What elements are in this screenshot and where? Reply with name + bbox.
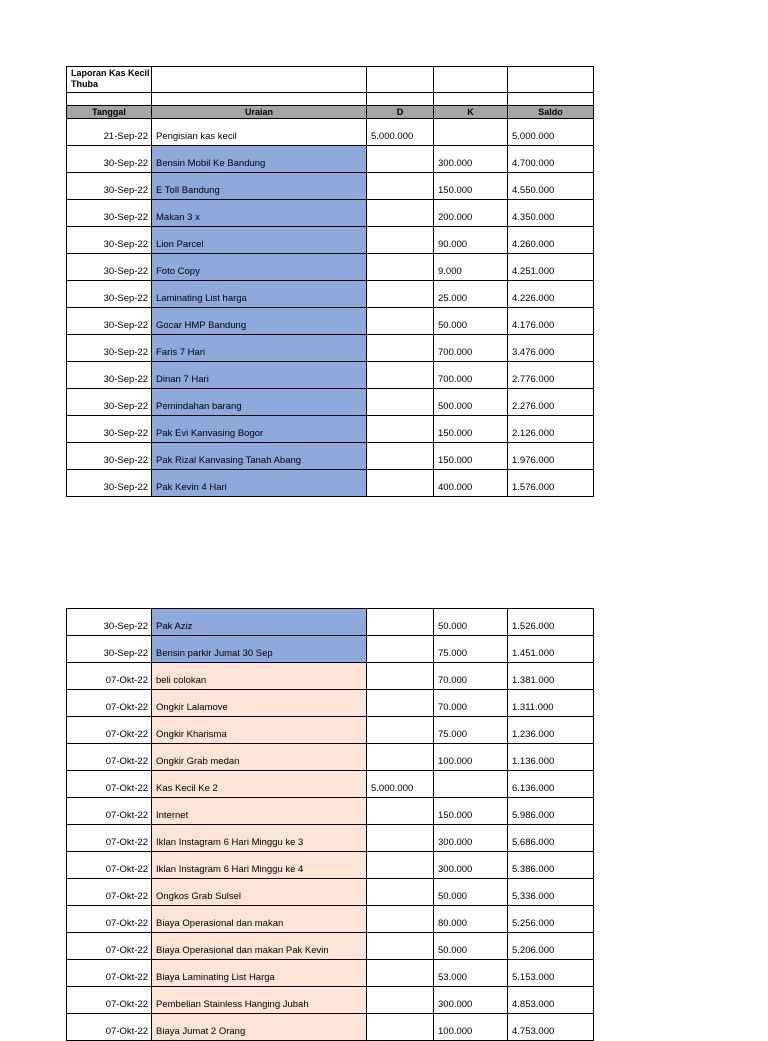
cell-kredit: 50.000 xyxy=(434,609,508,636)
cell-uraian: Ongkos Grab Sulsel xyxy=(152,879,367,906)
cell-kredit: 300.000 xyxy=(434,987,508,1014)
cell-kredit: 150.000 xyxy=(434,443,508,470)
title-row xyxy=(67,67,594,93)
cell-saldo: 5.986.000 xyxy=(508,798,594,825)
cell-uraian: Pengisian kas kecil xyxy=(152,119,367,146)
cell-kredit: 300.000 xyxy=(434,852,508,879)
cell-tanggal: 30-Sep-22 xyxy=(67,443,152,470)
table-bottom-body xyxy=(67,609,594,1041)
cell-tanggal: 30-Sep-22 xyxy=(67,173,152,200)
table-row xyxy=(67,416,594,443)
header-row xyxy=(67,106,594,119)
cell-kredit xyxy=(434,119,508,146)
cell-uraian: Laminating List harga xyxy=(152,281,367,308)
empty-cell xyxy=(367,93,434,106)
cell-kredit: 700.000 xyxy=(434,362,508,389)
cell-uraian: Iklan Instagram 6 Hari Minggu ke 3 xyxy=(152,825,367,852)
cell-kredit: 150.000 xyxy=(434,798,508,825)
cell-tanggal: 07-Okt-22 xyxy=(67,744,152,771)
table-row xyxy=(67,227,594,254)
cell-tanggal: 07-Okt-22 xyxy=(67,852,152,879)
table-row xyxy=(67,389,594,416)
cell-saldo: 4.350.000 xyxy=(508,200,594,227)
table-row xyxy=(67,335,594,362)
cell-uraian: Faris 7 Hari xyxy=(152,335,367,362)
cell-debit xyxy=(367,146,434,173)
cell-tanggal: 07-Okt-22 xyxy=(67,771,152,798)
cell-kredit: 90.000 xyxy=(434,227,508,254)
table-row xyxy=(67,443,594,470)
cell-tanggal: 07-Okt-22 xyxy=(67,798,152,825)
cell-kredit: 50.000 xyxy=(434,933,508,960)
cell-uraian: Biaya Laminating List Harga xyxy=(152,960,367,987)
cell-uraian: Pak Kevin 4 Hari xyxy=(152,470,367,497)
cell-debit xyxy=(367,1014,434,1041)
cell-saldo: 5.000.000 xyxy=(508,119,594,146)
empty-cell xyxy=(508,93,594,106)
cell-saldo: 5.686.000 xyxy=(508,825,594,852)
cell-saldo: 4.550.000 xyxy=(508,173,594,200)
cell-kredit: 25.000 xyxy=(434,281,508,308)
cell-saldo: 2.276.000 xyxy=(508,389,594,416)
cell-tanggal: 30-Sep-22 xyxy=(67,227,152,254)
cell-saldo: 6.136.000 xyxy=(508,771,594,798)
kas-kecil-table-bottom xyxy=(66,608,594,1041)
cell-kredit: 53.000 xyxy=(434,960,508,987)
cell-saldo: 5.386.000 xyxy=(508,852,594,879)
cell-debit xyxy=(367,744,434,771)
cell-debit xyxy=(367,987,434,1014)
cell-debit xyxy=(367,852,434,879)
cell-kredit: 9.000 xyxy=(434,254,508,281)
cell-saldo: 1.136.000 xyxy=(508,744,594,771)
cell-saldo: 4.176.000 xyxy=(508,308,594,335)
cell-uraian: Foto Copy xyxy=(152,254,367,281)
cell-kredit: 700.000 xyxy=(434,335,508,362)
cell-tanggal: 30-Sep-22 xyxy=(67,281,152,308)
cell-tanggal: 30-Sep-22 xyxy=(67,470,152,497)
cell-debit: 5.000.000 xyxy=(367,771,434,798)
cell-saldo: 4.853.000 xyxy=(508,987,594,1014)
table-row xyxy=(67,119,594,146)
cell-saldo: 1.451.000 xyxy=(508,636,594,663)
cell-saldo: 3.476.000 xyxy=(508,335,594,362)
cell-saldo: 4.753.000 xyxy=(508,1014,594,1041)
cell-tanggal: 07-Okt-22 xyxy=(67,690,152,717)
cell-uraian: Internet xyxy=(152,798,367,825)
table-row xyxy=(67,879,594,906)
cell-uraian: Biaya Operasional dan makan xyxy=(152,906,367,933)
cell-uraian: Makan 3 x xyxy=(152,200,367,227)
cell-debit: 5.000.000 xyxy=(367,119,434,146)
cell-uraian: E Toll Bandung xyxy=(152,173,367,200)
cell-kredit: 200.000 xyxy=(434,200,508,227)
cell-debit xyxy=(367,960,434,987)
cell-tanggal: 30-Sep-22 xyxy=(67,362,152,389)
cell-uraian: Dinan 7 Hari xyxy=(152,362,367,389)
cell-kredit: 50.000 xyxy=(434,308,508,335)
cell-debit xyxy=(367,798,434,825)
header-k: K xyxy=(434,106,508,119)
cell-saldo: 4.260.000 xyxy=(508,227,594,254)
table-row xyxy=(67,906,594,933)
cell-tanggal: 30-Sep-22 xyxy=(67,636,152,663)
cell-tanggal: 07-Okt-22 xyxy=(67,906,152,933)
table-row xyxy=(67,362,594,389)
table-row xyxy=(67,609,594,636)
cell-saldo: 1.526.000 xyxy=(508,609,594,636)
cell-uraian: Ongkir Grab medan xyxy=(152,744,367,771)
cell-tanggal: 30-Sep-22 xyxy=(67,200,152,227)
report-title: Laporan Kas Kecil Thuba xyxy=(67,67,152,93)
cell-uraian: Ongkir Lalamove xyxy=(152,690,367,717)
cell-uraian: Pak Rizal Kanvasing Tanah Abang xyxy=(152,443,367,470)
cell-tanggal: 07-Okt-22 xyxy=(67,825,152,852)
cell-tanggal: 30-Sep-22 xyxy=(67,254,152,281)
empty-cell xyxy=(67,93,152,106)
cell-debit xyxy=(367,227,434,254)
table-row xyxy=(67,663,594,690)
cell-uraian: Pak Aziz xyxy=(152,609,367,636)
table-row xyxy=(67,1014,594,1041)
cell-kredit: 75.000 xyxy=(434,717,508,744)
cell-debit xyxy=(367,362,434,389)
table-row xyxy=(67,744,594,771)
cell-tanggal: 30-Sep-22 xyxy=(67,609,152,636)
cell-debit xyxy=(367,254,434,281)
cell-uraian: Gocar HMP Bandung xyxy=(152,308,367,335)
table-row xyxy=(67,852,594,879)
cell-uraian: Kas Kecil Ke 2 xyxy=(152,771,367,798)
cell-uraian: Bensin Mobil Ke Bandung xyxy=(152,146,367,173)
table-row xyxy=(67,173,594,200)
cell-saldo: 1.236.000 xyxy=(508,717,594,744)
cell-tanggal: 07-Okt-22 xyxy=(67,987,152,1014)
cell-tanggal: 30-Sep-22 xyxy=(67,389,152,416)
cell-tanggal: 07-Okt-22 xyxy=(67,717,152,744)
cell-uraian: Ongkir Kharisma xyxy=(152,717,367,744)
cell-saldo: 5.206.000 xyxy=(508,933,594,960)
cell-debit xyxy=(367,879,434,906)
cell-saldo: 5.153.000 xyxy=(508,960,594,987)
kas-kecil-table-top xyxy=(66,66,594,497)
cell-debit xyxy=(367,416,434,443)
cell-uraian: Bensin parkir Jumat 30 Sep xyxy=(152,636,367,663)
table-row xyxy=(67,717,594,744)
cell-saldo: 5.256.000 xyxy=(508,906,594,933)
cell-uraian: Pemindahan barang xyxy=(152,389,367,416)
cell-debit xyxy=(367,663,434,690)
cell-debit xyxy=(367,470,434,497)
empty-cell xyxy=(367,67,434,93)
cell-tanggal: 07-Okt-22 xyxy=(67,879,152,906)
table-row xyxy=(67,281,594,308)
cell-tanggal: 30-Sep-22 xyxy=(67,308,152,335)
table-row xyxy=(67,960,594,987)
cell-debit xyxy=(367,690,434,717)
cell-kredit: 300.000 xyxy=(434,146,508,173)
cell-debit xyxy=(367,636,434,663)
cell-uraian: Biaya Operasional dan makan Pak Kevin xyxy=(152,933,367,960)
table-row xyxy=(67,771,594,798)
table-row xyxy=(67,200,594,227)
cell-saldo: 2.126.000 xyxy=(508,416,594,443)
cell-tanggal: 07-Okt-22 xyxy=(67,933,152,960)
cell-uraian: beli colokan xyxy=(152,663,367,690)
cell-uraian: Pak Evi Kanvasing Bogor xyxy=(152,416,367,443)
cell-tanggal: 07-Okt-22 xyxy=(67,1014,152,1041)
cell-kredit: 100.000 xyxy=(434,744,508,771)
table-row xyxy=(67,798,594,825)
cell-debit xyxy=(367,389,434,416)
cell-kredit: 50.000 xyxy=(434,879,508,906)
table-top-body xyxy=(67,67,594,497)
table-row xyxy=(67,470,594,497)
cell-kredit: 100.000 xyxy=(434,1014,508,1041)
cell-kredit: 300.000 xyxy=(434,825,508,852)
cell-saldo: 1.381.000 xyxy=(508,663,594,690)
cell-kredit: 75.000 xyxy=(434,636,508,663)
empty-cell xyxy=(434,67,508,93)
cell-saldo: 4.700.000 xyxy=(508,146,594,173)
cell-kredit: 400.000 xyxy=(434,470,508,497)
table-row xyxy=(67,987,594,1014)
cell-uraian: Lion Parcel xyxy=(152,227,367,254)
header-saldo: Saldo xyxy=(508,106,594,119)
table-row xyxy=(67,254,594,281)
cell-uraian: Pembelian Stainless Hanging Jubah xyxy=(152,987,367,1014)
cell-kredit: 70.000 xyxy=(434,690,508,717)
table-row xyxy=(67,690,594,717)
empty-cell xyxy=(508,67,594,93)
cell-kredit xyxy=(434,771,508,798)
cell-debit xyxy=(367,281,434,308)
cell-saldo: 1.576.000 xyxy=(508,470,594,497)
cell-debit xyxy=(367,200,434,227)
cell-debit xyxy=(367,173,434,200)
cell-tanggal: 07-Okt-22 xyxy=(67,960,152,987)
cell-debit xyxy=(367,906,434,933)
empty-cell xyxy=(152,93,367,106)
cell-debit xyxy=(367,335,434,362)
cell-uraian: Iklan Instagram 6 Hari Minggu ke 4 xyxy=(152,852,367,879)
cell-saldo: 1.311.000 xyxy=(508,690,594,717)
cell-saldo: 2.776.000 xyxy=(508,362,594,389)
cell-tanggal: 30-Sep-22 xyxy=(67,146,152,173)
cell-kredit: 150.000 xyxy=(434,173,508,200)
table-row xyxy=(67,636,594,663)
blank-row xyxy=(67,93,594,106)
cell-tanggal: 07-Okt-22 xyxy=(67,663,152,690)
cell-saldo: 1.976.000 xyxy=(508,443,594,470)
cell-debit xyxy=(367,825,434,852)
header-d: D xyxy=(367,106,434,119)
cell-kredit: 80.000 xyxy=(434,906,508,933)
table-row xyxy=(67,146,594,173)
cell-kredit: 500.000 xyxy=(434,389,508,416)
cell-tanggal: 30-Sep-22 xyxy=(67,335,152,362)
empty-cell xyxy=(434,93,508,106)
cell-kredit: 150.000 xyxy=(434,416,508,443)
header-uraian: Uraian xyxy=(152,106,367,119)
cell-debit xyxy=(367,308,434,335)
header-tanggal: Tanggal xyxy=(67,106,152,119)
cell-uraian: Biaya Jumat 2 Orang xyxy=(152,1014,367,1041)
cell-debit xyxy=(367,609,434,636)
empty-cell xyxy=(152,67,367,93)
cell-kredit: 70.000 xyxy=(434,663,508,690)
cell-debit xyxy=(367,933,434,960)
cell-tanggal: 30-Sep-22 xyxy=(67,416,152,443)
cell-saldo: 4.251.000 xyxy=(508,254,594,281)
cell-saldo: 5.336.000 xyxy=(508,879,594,906)
cell-saldo: 4.226.000 xyxy=(508,281,594,308)
cell-tanggal: 21-Sep-22 xyxy=(67,119,152,146)
table-row xyxy=(67,308,594,335)
cell-debit xyxy=(367,717,434,744)
table-row xyxy=(67,825,594,852)
table-row xyxy=(67,933,594,960)
cell-debit xyxy=(367,443,434,470)
